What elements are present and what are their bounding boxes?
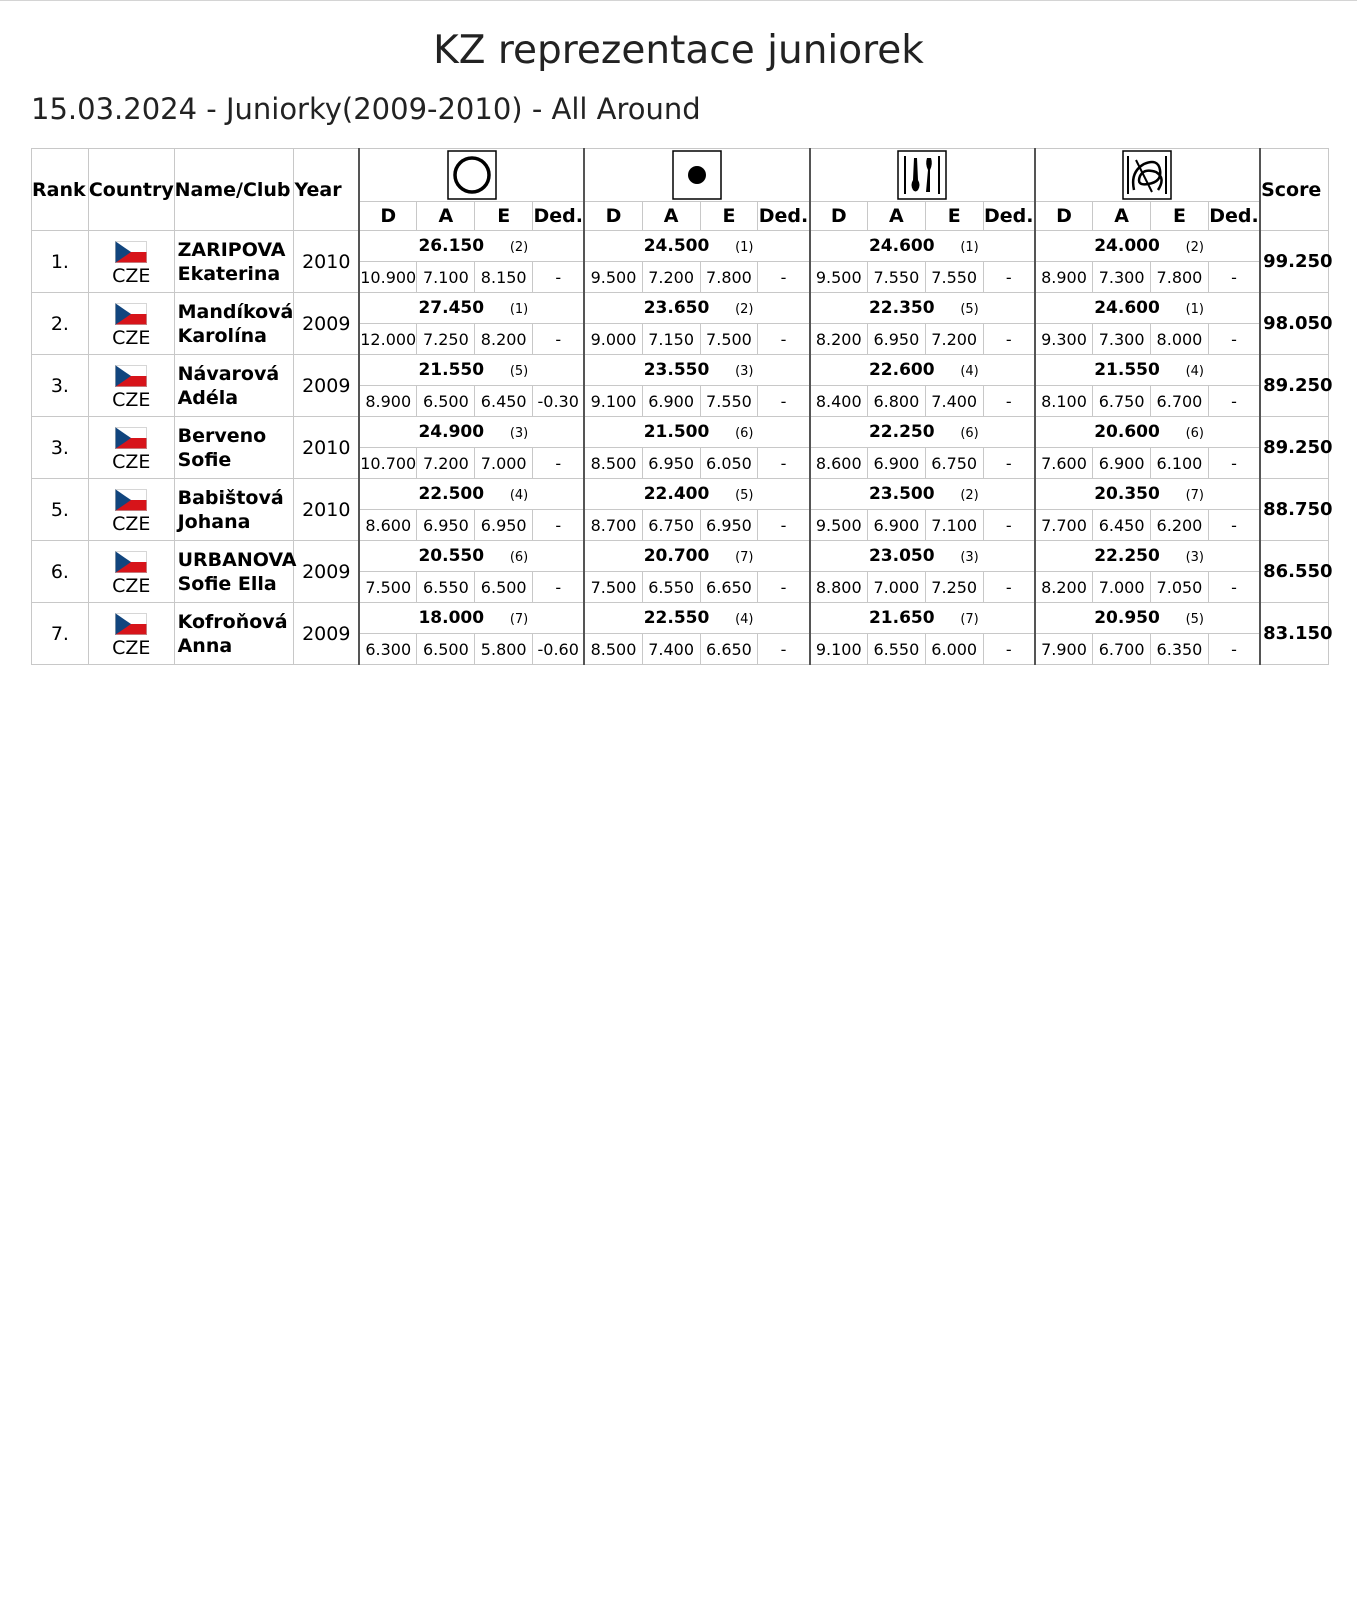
- apparatus-total: 22.350: [868, 298, 935, 318]
- score-a-cell: 7.000: [1093, 572, 1151, 603]
- apparatus-total: 20.950: [1094, 608, 1160, 628]
- score-e-cell: 7.050: [1151, 572, 1209, 603]
- apparatus-rank: (7): [509, 612, 529, 627]
- score-d-cell: 8.600: [810, 448, 868, 479]
- country-cell: [88, 541, 174, 603]
- score-e-cell: 6.500: [475, 572, 533, 603]
- score-a-cell: 7.250: [417, 324, 475, 355]
- score-ded-cell: -: [1208, 386, 1260, 417]
- score-d-cell: 6.300: [359, 634, 417, 665]
- athlete-name-cell: [174, 355, 294, 417]
- subheader-ball-ded: Ded.: [758, 202, 810, 231]
- apparatus-rank: (6): [509, 550, 529, 565]
- apparatus-total-cell: [584, 293, 809, 324]
- athlete-given-name: Sofie Ella: [177, 572, 277, 595]
- score-a-cell: 7.550: [867, 262, 925, 293]
- total-score-cell: 88.750: [1260, 479, 1328, 541]
- apparatus-rank: (4): [509, 488, 529, 503]
- athlete-given-name: Sofie: [177, 448, 232, 471]
- apparatus-total: 22.400: [643, 484, 710, 504]
- score-e-cell: 7.800: [1151, 262, 1209, 293]
- score-d-cell: 8.200: [810, 324, 868, 355]
- score-e-cell: 6.650: [700, 572, 758, 603]
- table-row: [32, 231, 1329, 262]
- apparatus-total-cell: [1035, 293, 1260, 324]
- score-ded-cell: -: [983, 510, 1035, 541]
- rank-cell: 6.: [32, 541, 89, 603]
- header-score: Score: [1260, 149, 1328, 231]
- apparatus-total-cell: [584, 355, 809, 386]
- country-cell: [88, 479, 174, 541]
- apparatus-rank: (2): [735, 302, 754, 317]
- score-ded-cell: -: [1208, 634, 1260, 665]
- score-e-cell: 6.750: [925, 448, 983, 479]
- score-e-cell: 6.950: [700, 510, 758, 541]
- score-d-cell: 9.000: [584, 324, 642, 355]
- apparatus-total: 22.500: [418, 484, 485, 504]
- score-d-cell: 9.500: [810, 262, 868, 293]
- score-e-cell: 6.350: [1151, 634, 1209, 665]
- country-code: CZE: [112, 326, 151, 349]
- score-e-cell: 6.100: [1151, 448, 1209, 479]
- athlete-name-cell: [174, 541, 297, 603]
- apparatus-total-cell: [359, 603, 584, 634]
- score-e-cell: 7.550: [700, 386, 758, 417]
- score-e-cell: 7.800: [700, 262, 758, 293]
- apparatus-total: 21.500: [643, 422, 710, 442]
- score-a-cell: 6.800: [867, 386, 925, 417]
- apparatus-total-cell: [810, 541, 1035, 572]
- apparatus-total-cell: [359, 541, 584, 572]
- apparatus-total-cell: [584, 479, 809, 510]
- apparatus-rank: (2): [960, 488, 979, 503]
- apparatus-total-cell: [1035, 417, 1260, 448]
- score-a-cell: 6.750: [642, 510, 700, 541]
- score-e-cell: 8.200: [475, 324, 533, 355]
- apparatus-total: 22.250: [1094, 546, 1160, 566]
- subheader-hoop-d: D: [359, 202, 417, 231]
- athlete-given-name: Anna: [177, 634, 233, 657]
- score-d-cell: 8.400: [810, 386, 868, 417]
- score-a-cell: 6.900: [867, 510, 925, 541]
- apparatus-rank: (2): [1185, 240, 1205, 255]
- apparatus-total: 22.250: [868, 422, 935, 442]
- score-a-cell: 6.750: [1093, 386, 1151, 417]
- score-ded-cell: -: [1208, 262, 1260, 293]
- year-cell: 2010: [294, 417, 359, 479]
- year-cell: 2010: [294, 231, 359, 293]
- score-d-cell: 10.700: [359, 448, 417, 479]
- page-title: KZ reprezentace juniorek: [433, 28, 924, 73]
- apparatus-rank: (7): [960, 612, 979, 627]
- athlete-surname: URBANOVA: [177, 548, 297, 571]
- athlete-surname: ZARIPOVA: [177, 238, 286, 261]
- apparatus-total-cell: [584, 541, 809, 572]
- table-row: [32, 541, 1329, 572]
- score-d-cell: 8.700: [584, 510, 642, 541]
- apparatus-total-cell: [584, 231, 809, 262]
- apparatus-rank: (1): [960, 240, 979, 255]
- apparatus-rank: (7): [1185, 488, 1205, 503]
- score-d-cell: 9.100: [810, 634, 868, 665]
- athlete-surname: Babištová: [177, 486, 284, 509]
- score-a-cell: 7.000: [867, 572, 925, 603]
- total-score-cell: 83.150: [1260, 603, 1328, 665]
- score-a-cell: 6.500: [417, 634, 475, 665]
- subheader-hoop-e: E: [475, 202, 533, 231]
- total-score-cell: 86.550: [1260, 541, 1328, 603]
- apparatus-rank: (3): [735, 364, 754, 379]
- apparatus-total: 27.450: [418, 298, 485, 318]
- rank-cell: 5.: [32, 479, 89, 541]
- country-cell: [88, 293, 174, 355]
- score-d-cell: 8.200: [1035, 572, 1093, 603]
- score-e-cell: 6.700: [1151, 386, 1209, 417]
- score-d-cell: 12.000: [359, 324, 417, 355]
- apparatus-total: 22.600: [868, 360, 935, 380]
- score-d-cell: 8.800: [810, 572, 868, 603]
- apparatus-ribbon-header: [1035, 149, 1260, 202]
- score-ded-cell: -: [758, 386, 810, 417]
- score-d-cell: 8.900: [359, 386, 417, 417]
- apparatus-total: 24.500: [643, 236, 710, 256]
- apparatus-total-cell: [1035, 603, 1260, 634]
- score-a-cell: 7.150: [642, 324, 700, 355]
- athlete-name-cell: [174, 417, 294, 479]
- score-d-cell: 9.500: [584, 262, 642, 293]
- score-d-cell: 7.500: [359, 572, 417, 603]
- score-ded-cell: -: [983, 324, 1035, 355]
- czech-flag-icon: [115, 613, 147, 635]
- apparatus-rank: (6): [960, 426, 979, 441]
- apparatus-total-cell: [359, 479, 584, 510]
- czech-flag-icon: [115, 489, 147, 511]
- score-a-cell: 6.550: [417, 572, 475, 603]
- year-cell: 2009: [294, 355, 359, 417]
- score-a-cell: 7.200: [642, 262, 700, 293]
- subheader-ribbon-ded: Ded.: [1208, 202, 1260, 231]
- subheader-ball-a: A: [642, 202, 700, 231]
- score-a-cell: 6.450: [1093, 510, 1151, 541]
- country-code: CZE: [112, 512, 151, 535]
- athlete-surname: Berveno: [177, 424, 267, 447]
- year-cell: 2009: [294, 603, 359, 665]
- apparatus-rank: (4): [735, 612, 754, 627]
- header-year: Year: [294, 149, 359, 231]
- score-a-cell: 7.300: [1093, 262, 1151, 293]
- score-ded-cell: -: [983, 448, 1035, 479]
- apparatus-rank: (3): [1185, 550, 1205, 565]
- score-ded-cell: -: [1208, 572, 1260, 603]
- rank-cell: 3.: [32, 417, 89, 479]
- czech-flag-icon: [115, 241, 147, 263]
- apparatus-total: 24.600: [868, 236, 935, 256]
- apparatus-total: 23.650: [643, 298, 710, 318]
- score-e-cell: 6.650: [700, 634, 758, 665]
- page-subtitle: 15.03.2024 - Juniorky(2009-2010) - All Around: [31, 92, 701, 126]
- apparatus-total: 20.350: [1094, 484, 1160, 504]
- score-e-cell: 7.200: [925, 324, 983, 355]
- score-d-cell: 8.600: [359, 510, 417, 541]
- score-ded-cell: -: [758, 448, 810, 479]
- ribbon-icon: [1122, 150, 1172, 200]
- score-e-cell: 6.000: [925, 634, 983, 665]
- subheader-clubs-e: E: [925, 202, 983, 231]
- score-e-cell: 6.450: [475, 386, 533, 417]
- total-score-cell: 89.250: [1260, 355, 1328, 417]
- score-a-cell: 6.950: [867, 324, 925, 355]
- score-ded-cell: -: [1208, 510, 1260, 541]
- apparatus-total-cell: [1035, 479, 1260, 510]
- subheader-ribbon-d: D: [1035, 202, 1093, 231]
- apparatus-rank: (5): [509, 364, 529, 379]
- score-ded-cell: -: [983, 634, 1035, 665]
- score-d-cell: 8.500: [584, 448, 642, 479]
- country-cell: [88, 355, 174, 417]
- apparatus-rank: (1): [735, 240, 754, 255]
- table-row: [32, 479, 1329, 510]
- apparatus-total-cell: [810, 293, 1035, 324]
- total-score-cell: 89.250: [1260, 417, 1328, 479]
- ball-icon: [672, 150, 722, 200]
- subheader-ribbon-a: A: [1093, 202, 1151, 231]
- score-a-cell: 6.900: [867, 448, 925, 479]
- score-ded-cell: -0.30: [533, 386, 585, 417]
- score-ded-cell: -: [533, 262, 585, 293]
- score-e-cell: 7.500: [700, 324, 758, 355]
- header-country: Country: [88, 149, 174, 231]
- score-ded-cell: -: [533, 572, 585, 603]
- score-d-cell: 8.500: [584, 634, 642, 665]
- score-d-cell: 8.900: [1035, 262, 1093, 293]
- score-a-cell: 6.950: [642, 448, 700, 479]
- score-a-cell: 6.950: [417, 510, 475, 541]
- top-divider: [0, 0, 1357, 1]
- clubs-icon: [897, 150, 947, 200]
- score-a-cell: 6.700: [1093, 634, 1151, 665]
- rank-cell: 1.: [32, 231, 89, 293]
- score-ded-cell: -: [983, 572, 1035, 603]
- year-cell: 2009: [294, 541, 359, 603]
- apparatus-total: 18.000: [418, 608, 485, 628]
- athlete-surname: Mandíková: [177, 300, 294, 323]
- athlete-given-name: Johana: [177, 510, 251, 533]
- score-ded-cell: -: [758, 510, 810, 541]
- score-ded-cell: -: [758, 634, 810, 665]
- apparatus-total: 21.550: [1094, 360, 1160, 380]
- apparatus-total-cell: [359, 417, 584, 448]
- score-e-cell: 6.950: [475, 510, 533, 541]
- score-d-cell: 9.100: [584, 386, 642, 417]
- score-a-cell: 7.100: [417, 262, 475, 293]
- apparatus-total-cell: [359, 231, 584, 262]
- country-code: CZE: [112, 574, 151, 597]
- apparatus-total: 24.900: [418, 422, 485, 442]
- score-ded-cell: -: [758, 324, 810, 355]
- athlete-given-name: Adéla: [177, 386, 239, 409]
- country-cell: [88, 417, 174, 479]
- table-row: [32, 417, 1329, 448]
- score-a-cell: 6.500: [417, 386, 475, 417]
- rank-cell: 7.: [32, 603, 89, 665]
- apparatus-total: 20.550: [418, 546, 485, 566]
- subheader-clubs-d: D: [810, 202, 868, 231]
- apparatus-total-cell: [810, 231, 1035, 262]
- score-e-cell: 6.200: [1151, 510, 1209, 541]
- athlete-name-cell: [174, 479, 294, 541]
- apparatus-total: 23.500: [868, 484, 935, 504]
- athlete-surname: Návarová: [177, 362, 280, 385]
- score-a-cell: 6.550: [867, 634, 925, 665]
- subheader-clubs-a: A: [867, 202, 925, 231]
- score-a-cell: 6.550: [642, 572, 700, 603]
- score-ded-cell: -: [1208, 324, 1260, 355]
- apparatus-total-cell: [1035, 355, 1260, 386]
- subheader-ball-d: D: [584, 202, 642, 231]
- header-name: Name/Club: [174, 149, 294, 231]
- apparatus-rank: (3): [960, 550, 979, 565]
- hoop-icon: [447, 150, 497, 200]
- subheader-hoop-a: A: [417, 202, 475, 231]
- score-ded-cell: -: [983, 262, 1035, 293]
- apparatus-total-cell: [810, 417, 1035, 448]
- score-e-cell: 8.000: [1151, 324, 1209, 355]
- score-ded-cell: -: [533, 510, 585, 541]
- apparatus-total: 23.550: [643, 360, 710, 380]
- total-score-cell: 99.250: [1260, 231, 1328, 293]
- apparatus-rank: (6): [1185, 426, 1205, 441]
- score-d-cell: 9.500: [810, 510, 868, 541]
- subheader-ball-e: E: [700, 202, 758, 231]
- apparatus-rank: (3): [509, 426, 529, 441]
- year-cell: 2010: [294, 479, 359, 541]
- apparatus-total: 24.600: [1094, 298, 1160, 318]
- score-a-cell: 7.200: [417, 448, 475, 479]
- score-a-cell: 7.300: [1093, 324, 1151, 355]
- athlete-given-name: Ekaterina: [177, 262, 281, 285]
- subheader-clubs-ded: Ded.: [983, 202, 1035, 231]
- athlete-name-cell: [174, 231, 294, 293]
- athlete-surname: Kofroňová: [177, 610, 288, 633]
- score-d-cell: 7.900: [1035, 634, 1093, 665]
- score-e-cell: 7.000: [475, 448, 533, 479]
- czech-flag-icon: [115, 303, 147, 325]
- country-code: CZE: [112, 388, 151, 411]
- subheader-ribbon-e: E: [1151, 202, 1209, 231]
- subheader-hoop-ded: Ded.: [533, 202, 585, 231]
- score-e-cell: 5.800: [475, 634, 533, 665]
- header-rank: Rank: [32, 149, 89, 231]
- score-d-cell: 7.600: [1035, 448, 1093, 479]
- apparatus-total: 24.000: [1094, 236, 1160, 256]
- country-cell: [88, 231, 174, 293]
- apparatus-total-cell: [359, 355, 584, 386]
- score-d-cell: 9.300: [1035, 324, 1093, 355]
- country-cell: [88, 603, 174, 665]
- apparatus-rank: (6): [735, 426, 754, 441]
- athlete-name-cell: [174, 293, 294, 355]
- apparatus-total-cell: [359, 293, 584, 324]
- score-d-cell: 7.500: [584, 572, 642, 603]
- czech-flag-icon: [115, 551, 147, 573]
- score-a-cell: 6.900: [642, 386, 700, 417]
- apparatus-total: 20.600: [1094, 422, 1160, 442]
- score-ded-cell: -: [983, 386, 1035, 417]
- score-d-cell: 8.100: [1035, 386, 1093, 417]
- apparatus-total: 20.700: [643, 546, 710, 566]
- score-e-cell: 7.250: [925, 572, 983, 603]
- score-ded-cell: -: [533, 448, 585, 479]
- apparatus-total: 21.650: [868, 608, 935, 628]
- apparatus-total: 22.550: [643, 608, 710, 628]
- year-cell: 2009: [294, 293, 359, 355]
- rank-cell: 2.: [32, 293, 89, 355]
- score-ded-cell: -: [758, 262, 810, 293]
- apparatus-hoop-header: [359, 149, 584, 202]
- apparatus-rank: (5): [960, 302, 979, 317]
- apparatus-rank: (5): [1185, 612, 1205, 627]
- czech-flag-icon: [115, 365, 147, 387]
- score-e-cell: 8.150: [475, 262, 533, 293]
- athlete-name-cell: [174, 603, 294, 665]
- score-e-cell: 7.100: [925, 510, 983, 541]
- score-d-cell: 10.900: [359, 262, 417, 293]
- apparatus-rank: (4): [960, 364, 979, 379]
- total-score-cell: 98.050: [1260, 293, 1328, 355]
- apparatus-rank: (7): [735, 550, 754, 565]
- apparatus-total-cell: [810, 603, 1035, 634]
- apparatus-rank: (5): [735, 488, 754, 503]
- apparatus-rank: (4): [1185, 364, 1205, 379]
- apparatus-rank: (2): [509, 240, 529, 255]
- score-a-cell: 6.900: [1093, 448, 1151, 479]
- country-code: CZE: [112, 636, 151, 659]
- rank-cell: 3.: [32, 355, 89, 417]
- score-ded-cell: -0.60: [533, 634, 585, 665]
- apparatus-total-cell: [584, 603, 809, 634]
- apparatus-ball-header: [584, 149, 809, 202]
- apparatus-total-cell: [1035, 541, 1260, 572]
- score-e-cell: 7.550: [925, 262, 983, 293]
- table-row: [32, 603, 1329, 634]
- apparatus-total: 26.150: [418, 236, 485, 256]
- country-code: CZE: [112, 264, 151, 287]
- score-a-cell: 7.400: [642, 634, 700, 665]
- czech-flag-icon: [115, 427, 147, 449]
- apparatus-rank: (1): [509, 302, 529, 317]
- apparatus-total: 21.550: [418, 360, 485, 380]
- score-ded-cell: -: [1208, 448, 1260, 479]
- country-code: CZE: [112, 450, 151, 473]
- athlete-given-name: Karolína: [177, 324, 267, 347]
- apparatus-rank: (1): [1185, 302, 1205, 317]
- table-row: [32, 293, 1329, 324]
- score-d-cell: 7.700: [1035, 510, 1093, 541]
- apparatus-total: 23.050: [868, 546, 935, 566]
- score-e-cell: 6.050: [700, 448, 758, 479]
- score-ded-cell: -: [758, 572, 810, 603]
- apparatus-total-cell: [1035, 231, 1260, 262]
- apparatus-total-cell: [584, 417, 809, 448]
- apparatus-clubs-header: [810, 149, 1035, 202]
- table-row: [32, 355, 1329, 386]
- score-e-cell: 7.400: [925, 386, 983, 417]
- score-ded-cell: -: [533, 324, 585, 355]
- apparatus-total-cell: [810, 355, 1035, 386]
- results-table: [31, 148, 1333, 665]
- apparatus-total-cell: [810, 479, 1035, 510]
